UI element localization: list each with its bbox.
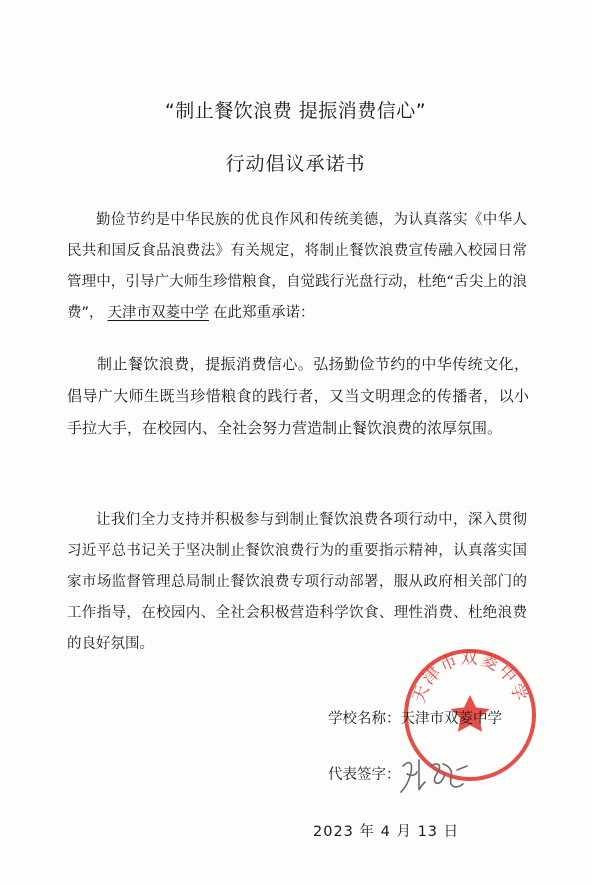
school-name-row [328,707,502,728]
paragraph-2: 制止餐饮浪费，提振消费信心。弘扬勤俭节约的中华传统文化，倡导广大师生既当珍惜粮食的践行者，又当文明理念的传播者，以小手拉大手，在校园内、全社会努力营造制止餐饮浪费的浓厚氛围。 [67,355,529,437]
paragraph-3: 让我们全力支持并积极参与到制止餐饮浪费各项行动中，深入贯彻习近平总书记关于坚决制止餐饮浪费行为的重要指示精神，认真落实国家市场监督管理总局制止餐饮浪费专项行动部署，服从政府相关部门的工作指导，在校园内、全社会积极营造科学饮食、理性消费、杜绝浪费的良好氛围。 [67,512,527,652]
handwritten-signature [395,752,475,802]
school-label: 学校名称： [328,711,401,727]
paragraph-1 [67,205,527,329]
school-name-signed: 天津市双菱中学 [400,711,502,727]
representative-row [328,763,401,784]
paragraph-1-text: 勤俭节约是中华民族的优良作风和传统美德，为认真落实《中华人民共和国反食品浪费法》有关规定，将制止餐饮浪费宣传融入校园日常管理中，引导广大师生珍惜粮食，自觉践行光盘行动，杜绝“舌尖上的浪费”， [67,212,527,321]
representative-label: 代表签字： [328,767,401,783]
seal-text: 天津市双菱中学 [409,648,531,706]
paragraph-1-ending: 在此郑重承诺： [213,305,315,321]
school-name-underlined: 天津市双菱中学 [107,305,210,321]
date: 2023 年 4 月 13 日 [313,824,460,840]
title-line-1: “制止餐饮浪费 提振消费信心” [164,100,427,122]
title-line-2: 行动倡议承诺书 [225,153,366,175]
